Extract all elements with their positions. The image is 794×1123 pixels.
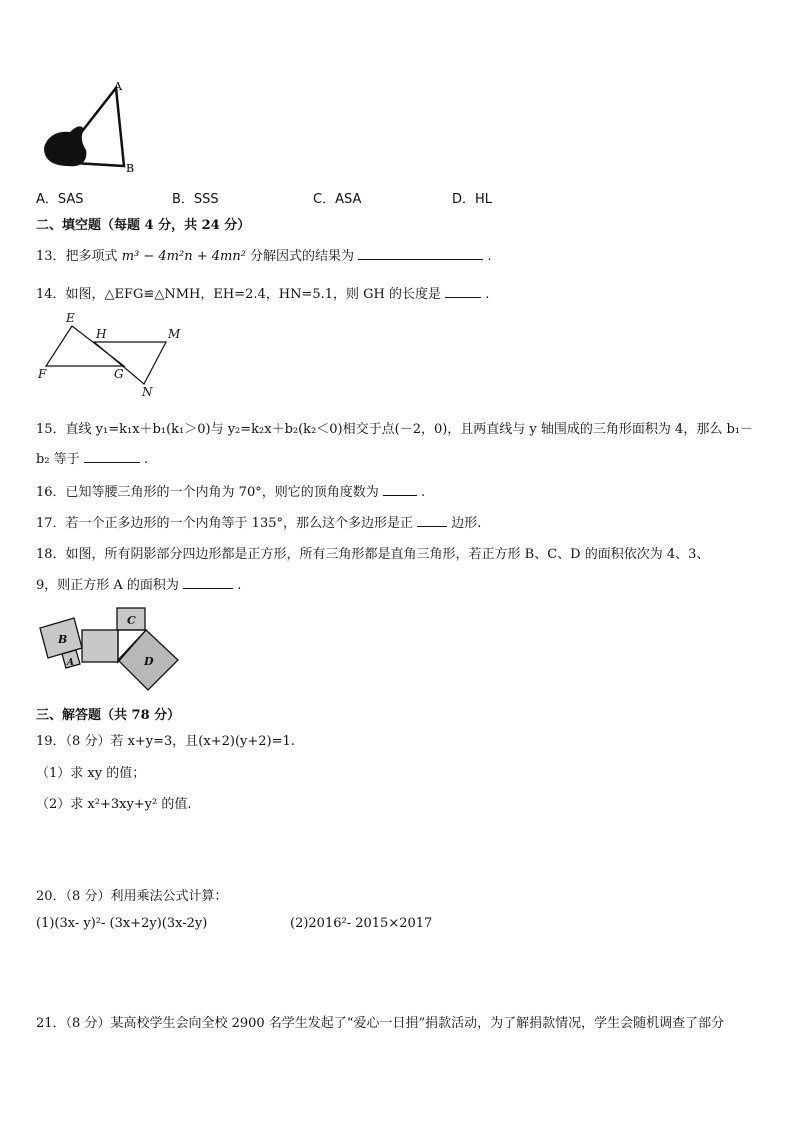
- question-18-line-2: [36, 574, 241, 593]
- fig18-label-d: D: [144, 655, 154, 668]
- q13-expression: m³ − 4m²n + 4mn²: [121, 249, 246, 264]
- figure-18: [36, 600, 186, 695]
- q17-end: 边形.: [451, 516, 482, 531]
- q13-suffix: 分解因式的结果为: [250, 249, 355, 264]
- question-15-line-2: [36, 448, 148, 467]
- choice-c: C．ASA: [313, 192, 362, 207]
- q14-text: 14．如图，△EFG≌△NMH，EH=2.4，HN=5.1，则 GH 的长度是: [36, 287, 442, 302]
- label-b: B: [126, 162, 135, 175]
- q18-answer-blank[interactable]: [183, 576, 233, 589]
- triangle-figure: [36, 80, 146, 180]
- fig14-label-m: M: [168, 327, 181, 341]
- fig18-label-a: A: [67, 658, 74, 668]
- q13-prefix: 13．把多项式: [36, 249, 118, 264]
- question-19-line-1: 19．（8 分）若 x+y=3，且(x+2)(y+2)=1.: [36, 734, 295, 749]
- q13-end: .: [487, 249, 492, 264]
- fig18-label-b: B: [58, 633, 68, 646]
- fig14-label-h: H: [96, 327, 107, 341]
- figure-14: [34, 308, 194, 398]
- center-square: [82, 630, 118, 662]
- fig14-label-f: F: [38, 367, 47, 381]
- question-16: [36, 481, 425, 500]
- section-2-title: 二、填空题（每题 4 分，共 24 分）: [36, 218, 251, 233]
- q15-text: b₂ 等于: [36, 452, 80, 467]
- q17-text: 17．若一个正多边形的一个内角等于 135°，那么这个多边形是正: [36, 516, 413, 531]
- question-19-part-1: （1）求 xy 的值；: [36, 766, 146, 781]
- q18-text: 9，则正方形 A 的面积为: [36, 578, 179, 593]
- ink-blot: [44, 126, 86, 166]
- q14-answer-blank[interactable]: [445, 285, 481, 298]
- fig14-label-e: E: [66, 311, 75, 325]
- q13-answer-blank[interactable]: [358, 247, 483, 260]
- q16-text: 16．已知等腰三角形的一个内角为 70°，则它的顶角度数为: [36, 485, 379, 500]
- question-21-line-1: 21．（8 分）某高校学生会向全校 2900 名学生发起了“爱心一日捐”捐款活动，为了解捐款情况，学生会随机调查了部分: [36, 1016, 725, 1031]
- question-15-line-1: 15．直线 y₁=k₁x＋b₁(k₁＞0)与 y₂=k₂x＋b₂(k₂＜0)相交于点(－2，0)，且两直线与 y 轴围成的三角形面积为 4，那么 b₁－: [36, 422, 753, 437]
- fig14-label-n: N: [142, 385, 153, 398]
- question-14: [36, 283, 489, 302]
- q15-answer-blank[interactable]: [84, 450, 140, 463]
- question-13: [36, 245, 491, 264]
- question-18-line-1: 18．如图，所有阴影部分四边形都是正方形，所有三角形都是直角三角形，若正方形 B、C、D 的面积依次为 4、3、: [36, 547, 710, 562]
- question-20-part-2: (2)2016²- 2015×2017: [290, 916, 433, 931]
- q18-end: .: [237, 578, 242, 593]
- label-a: A: [114, 80, 122, 93]
- q14-end: .: [485, 287, 490, 302]
- q15-end: .: [143, 452, 149, 467]
- q17-answer-blank[interactable]: [417, 514, 447, 527]
- question-19-part-2: （2）求 x²+3xy+y² 的值.: [36, 797, 192, 812]
- q16-answer-blank[interactable]: [383, 483, 417, 496]
- choice-b: B．SSS: [172, 192, 219, 207]
- fig14-label-g: G: [114, 367, 124, 381]
- choice-a: A．SAS: [36, 192, 84, 207]
- question-17: [36, 512, 481, 531]
- q16-end: .: [421, 485, 426, 500]
- question-20-line-1: 20．（8 分）利用乘法公式计算：: [36, 889, 228, 904]
- fig18-label-c: C: [127, 614, 136, 627]
- question-20-part-1: (1)(3x- y)²- (3x+2y)(3x-2y): [36, 916, 208, 931]
- triangle-efg: [46, 326, 124, 366]
- section-3-title: 三、解答题（共 78 分）: [36, 708, 181, 723]
- choice-d: D．HL: [452, 192, 493, 207]
- triangle-nmh: [94, 342, 166, 384]
